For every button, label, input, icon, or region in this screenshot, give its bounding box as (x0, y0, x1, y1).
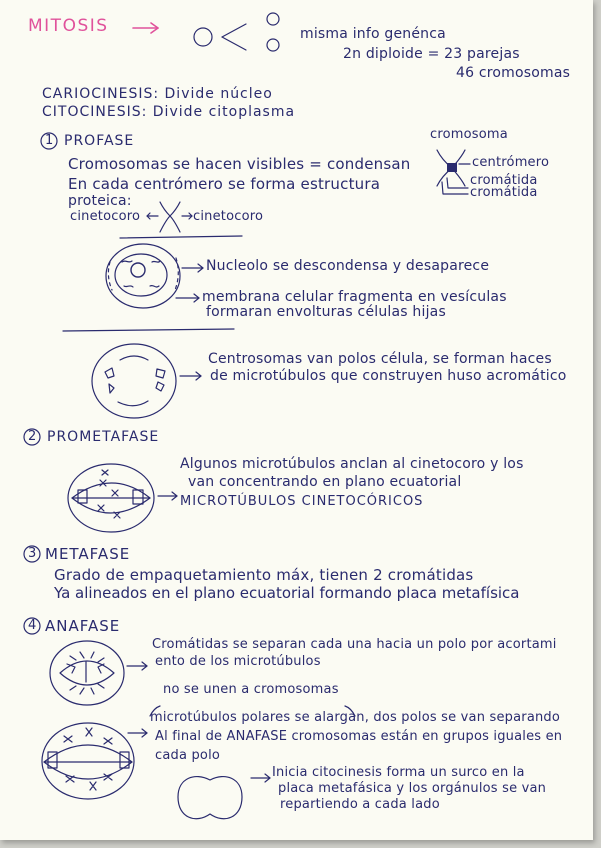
anafase-text: Cromátidas se separan cada una hacia un polo por acortami (152, 637, 557, 652)
centrosome-text: Centrosomas van polos célula, se forman haces (208, 351, 552, 367)
chromosome-label: cromosoma (430, 127, 508, 142)
membrane-text: formaran envolturas células hijas (206, 304, 446, 320)
step-number: 3 (28, 546, 37, 561)
centrosome-text: de microtúbulos que construyen huso acromático (210, 368, 567, 384)
prometaphase-cell-icon (68, 464, 154, 532)
section-heading-prometafase: PROMETAFASE (47, 429, 160, 445)
section-heading-metafase: METAFASE (45, 545, 131, 563)
intro-line: 2n diploide = 23 parejas (343, 46, 520, 62)
definition-cariocinesis: CARIOCINESIS: Divide núcleo (42, 86, 273, 102)
cell-division-icon (194, 13, 279, 51)
cytokinesis-cell-icon (178, 777, 242, 819)
membrane-text: membrana celular fragmenta en vesículas (202, 289, 507, 305)
anaphase-cell-icon (50, 641, 124, 705)
profase-text: Cromosomas se hacen visibles = condensan (68, 155, 411, 173)
anafase-text: microtúbulos polares se alargan, dos polos se van separando (150, 710, 561, 725)
nucleus-cell-icon (106, 244, 180, 308)
section-heading-anafase: ANAFASE (45, 617, 121, 635)
step-number: 1 (45, 133, 54, 148)
centrosome-cell-icon (92, 344, 176, 418)
anafase-text: no se unen a cromosomas (163, 682, 339, 697)
anafase-text: repartiendo a cada lado (280, 797, 440, 812)
intro-line: 46 cromosomas (456, 65, 571, 81)
anafase-text: Inicia citocinesis forma un surco en la (272, 765, 525, 780)
kinetochore-chromosome-icon (147, 202, 192, 232)
definition-citocinesis: CITOCINESIS: Divide citoplasma (42, 104, 296, 120)
chromosome-diagram-icon (437, 150, 470, 194)
profase-text: proteica: (68, 193, 132, 209)
divider-line (120, 236, 242, 238)
page-title: MITOSIS (28, 16, 109, 36)
centromere-label: centrómero (472, 155, 550, 170)
chromatid-label: cromátida (470, 185, 538, 200)
metafase-text: Ya alineados en el plano ecuatorial formando placa metafísica (54, 584, 520, 602)
step-number: 2 (28, 429, 37, 444)
kinetochore-label: cinetocoro (193, 209, 264, 224)
metafase-text: Grado de empaquetamiento máx, tienen 2 cromátidas (54, 566, 474, 584)
anafase-text: placa metafásica y los orgánulos se van (278, 781, 547, 796)
nucleolus-text: Nucleolo se descondensa y desaparece (206, 258, 490, 274)
divider-line (63, 329, 234, 331)
step-number: 4 (28, 618, 37, 633)
kinetochore-label: cinetocoro (70, 209, 141, 224)
intro-line: misma info genénca (300, 26, 446, 42)
late-anaphase-cell-icon (42, 723, 134, 799)
chromatid-label: cromátida (470, 173, 538, 188)
prometafase-text: van concentrando en plano ecuatorial (188, 474, 462, 490)
anafase-text: ento de los microtúbulos (155, 654, 321, 669)
anafase-text: Al final de ANAFASE cromosomas están en grupos iguales en (155, 729, 563, 744)
title-arrow-icon (133, 23, 158, 33)
prometafase-text: MICROTÚBULOS CINETOCÓRICOS (180, 494, 424, 509)
prometafase-text: Algunos microtúbulos anclan al cinetocoro y los (180, 456, 524, 472)
anafase-text: cada polo (155, 748, 221, 763)
section-heading-profase: PROFASE (64, 133, 135, 149)
profase-text: En cada centrómero se forma estructura (68, 175, 381, 193)
